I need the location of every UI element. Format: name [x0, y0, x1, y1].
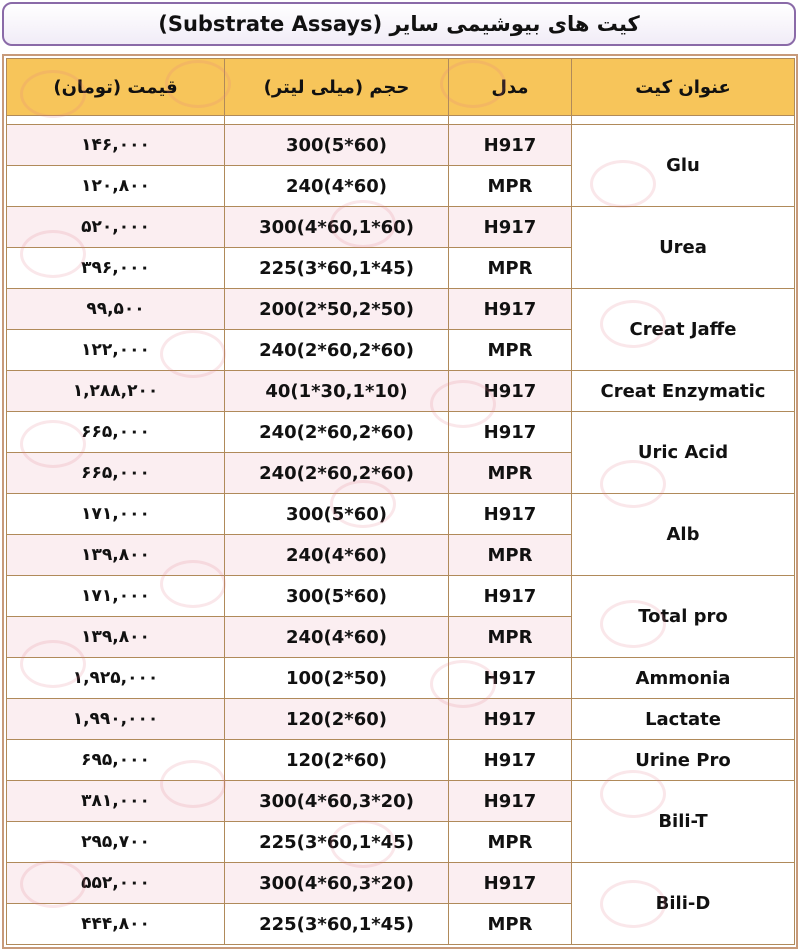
kit-name-cell: Creat Jaffe [572, 289, 795, 371]
price-cell: ۳۸۱,۰۰۰ [7, 781, 225, 822]
model-cell: H917 [449, 412, 572, 453]
kit-name-cell: Glu [572, 125, 795, 207]
price-cell: ۱۷۱,۰۰۰ [7, 494, 225, 535]
model-cell: MPR [449, 248, 572, 289]
volume-cell: 120(2*60) [225, 699, 449, 740]
volume-cell: 300(5*60) [225, 576, 449, 617]
table-row [7, 207, 795, 248]
price-cell: ۱,۹۲۵,۰۰۰ [7, 658, 225, 699]
volume-cell: 200(2*50,2*50) [225, 289, 449, 330]
volume-cell: 225(3*60,1*45) [225, 904, 449, 945]
volume-cell: 40(1*30,1*10) [225, 371, 449, 412]
price-cell: ۱,۹۹۰,۰۰۰ [7, 699, 225, 740]
kit-title-header: عنوان کیت [572, 59, 795, 116]
price-cell: ۱۲۰,۸۰۰ [7, 166, 225, 207]
model-cell: H917 [449, 699, 572, 740]
model-cell: MPR [449, 535, 572, 576]
price-header: قیمت (تومان) [7, 59, 225, 116]
volume-cell: 240(2*60,2*60) [225, 412, 449, 453]
model-cell: H917 [449, 125, 572, 166]
model-cell: MPR [449, 904, 572, 945]
table-row [7, 494, 795, 535]
volume-cell: 300(5*60) [225, 125, 449, 166]
volume-cell: 240(4*60) [225, 617, 449, 658]
price-cell: ۴۴۴,۸۰۰ [7, 904, 225, 945]
table-row [7, 289, 795, 330]
table-row [7, 781, 795, 822]
volume-cell: 240(2*60,2*60) [225, 453, 449, 494]
price-table [6, 58, 795, 945]
price-cell: ۲۹۵,۷۰۰ [7, 822, 225, 863]
price-cell: ۶۶۵,۰۰۰ [7, 453, 225, 494]
model-cell: MPR [449, 166, 572, 207]
volume-cell: 225(3*60,1*45) [225, 248, 449, 289]
price-cell: ۱۳۹,۸۰۰ [7, 617, 225, 658]
kit-name-cell: Urine Pro [572, 740, 795, 781]
model-cell: H917 [449, 576, 572, 617]
model-cell: H917 [449, 289, 572, 330]
price-cell: ۶۶۵,۰۰۰ [7, 412, 225, 453]
kit-name-cell: Lactate [572, 699, 795, 740]
volume-cell: 120(2*60) [225, 740, 449, 781]
model-cell: MPR [449, 330, 572, 371]
price-cell: ۵۲۰,۰۰۰ [7, 207, 225, 248]
price-cell: ۱۷۱,۰۰۰ [7, 576, 225, 617]
volume-cell: 300(4*60,1*60) [225, 207, 449, 248]
page-title: کیت های بیوشیمی سایر (Substrate Assays) [2, 2, 796, 46]
model-cell: MPR [449, 453, 572, 494]
model-cell: H917 [449, 863, 572, 904]
price-cell: ۱۴۶,۰۰۰ [7, 125, 225, 166]
kit-name-cell: Urea [572, 207, 795, 289]
header-row [7, 59, 795, 116]
price-cell: ۶۹۵,۰۰۰ [7, 740, 225, 781]
model-header: مدل [449, 59, 572, 116]
volume-cell: 240(2*60,2*60) [225, 330, 449, 371]
volume-cell: 300(4*60,3*20) [225, 863, 449, 904]
kit-name-cell: Creat Enzymatic [572, 371, 795, 412]
price-cell: ۱۳۹,۸۰۰ [7, 535, 225, 576]
volume-cell: 240(4*60) [225, 166, 449, 207]
kit-name-cell: Bili-D [572, 863, 795, 945]
kit-name-cell: Ammonia [572, 658, 795, 699]
model-cell: MPR [449, 822, 572, 863]
header-gap [7, 116, 795, 125]
kit-name-cell: Uric Acid [572, 412, 795, 494]
model-cell: MPR [449, 617, 572, 658]
table-body [7, 125, 795, 945]
volume-cell: 240(4*60) [225, 535, 449, 576]
volume-cell: 225(3*60,1*45) [225, 822, 449, 863]
table-row [7, 740, 795, 781]
model-cell: H917 [449, 740, 572, 781]
table-row [7, 371, 795, 412]
model-cell: H917 [449, 207, 572, 248]
table-row [7, 412, 795, 453]
table-row [7, 658, 795, 699]
price-cell: ۹۹,۵۰۰ [7, 289, 225, 330]
model-cell: H917 [449, 658, 572, 699]
kit-name-cell: Bili-T [572, 781, 795, 863]
volume-cell: 300(5*60) [225, 494, 449, 535]
volume-cell: 100(2*50) [225, 658, 449, 699]
volume-cell: 300(4*60,3*20) [225, 781, 449, 822]
model-cell: H917 [449, 494, 572, 535]
table-row [7, 863, 795, 904]
table-row [7, 125, 795, 166]
price-cell: ۵۵۲,۰۰۰ [7, 863, 225, 904]
kit-name-cell: Alb [572, 494, 795, 576]
volume-header: حجم (میلی لیتر) [225, 59, 449, 116]
table-row [7, 699, 795, 740]
price-cell: ۳۹۶,۰۰۰ [7, 248, 225, 289]
model-cell: H917 [449, 781, 572, 822]
table-row [7, 576, 795, 617]
price-cell: ۱,۲۸۸,۲۰۰ [7, 371, 225, 412]
price-cell: ۱۲۲,۰۰۰ [7, 330, 225, 371]
model-cell: H917 [449, 371, 572, 412]
kit-name-cell: Total pro [572, 576, 795, 658]
